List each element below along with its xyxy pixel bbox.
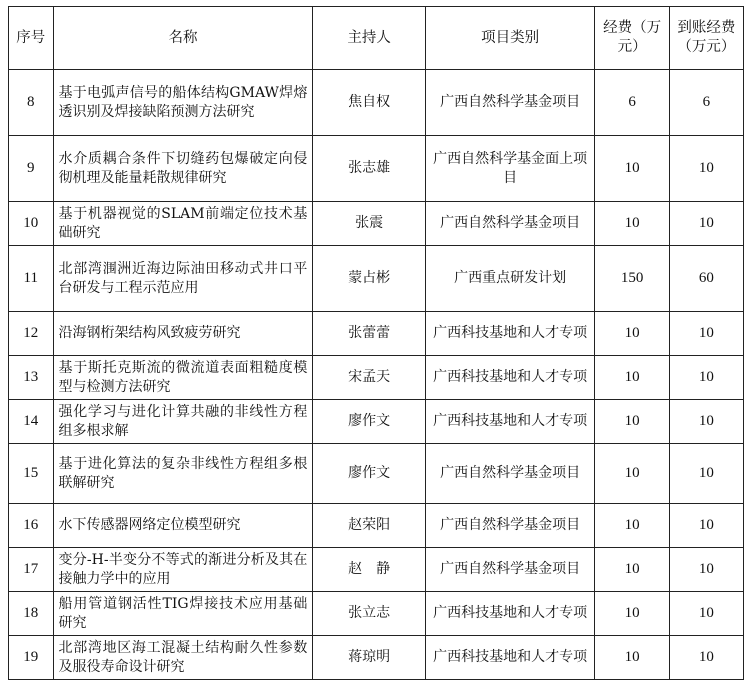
cell-no: 16 xyxy=(9,504,54,548)
cell-received: 10 xyxy=(669,356,743,400)
cell-received: 10 xyxy=(669,312,743,356)
header-name: 名称 xyxy=(53,7,313,70)
cell-no: 11 xyxy=(9,246,54,312)
cell-funding: 10 xyxy=(595,592,669,636)
cell-received: 10 xyxy=(669,592,743,636)
cell-no: 14 xyxy=(9,400,54,444)
cell-funding: 6 xyxy=(595,70,669,136)
cell-name: 变分-H-半变分不等式的渐进分析及其在接触力学中的应用 xyxy=(53,548,313,592)
cell-no: 9 xyxy=(9,136,54,202)
project-table xyxy=(8,6,744,680)
cell-funding: 10 xyxy=(595,202,669,246)
table-row xyxy=(9,444,744,504)
cell-category: 广西科技基地和人才专项 xyxy=(425,636,595,680)
cell-leader: 焦自权 xyxy=(313,70,425,136)
cell-name: 北部湾涠洲近海边际油田移动式井口平台研发与工程示范应用 xyxy=(53,246,313,312)
table-row xyxy=(9,202,744,246)
cell-leader: 廖作文 xyxy=(313,444,425,504)
cell-name: 强化学习与进化计算共融的非线性方程组多根求解 xyxy=(53,400,313,444)
cell-received: 10 xyxy=(669,202,743,246)
cell-funding: 10 xyxy=(595,400,669,444)
cell-funding: 10 xyxy=(595,356,669,400)
cell-leader: 张志雄 xyxy=(313,136,425,202)
cell-no: 8 xyxy=(9,70,54,136)
cell-name: 基于电弧声信号的船体结构GMAW焊熔透识别及焊接缺陷预测方法研究 xyxy=(53,70,313,136)
cell-name: 沿海钢桁架结构风致疲劳研究 xyxy=(53,312,313,356)
table-row xyxy=(9,136,744,202)
cell-leader: 张震 xyxy=(313,202,425,246)
cell-funding: 10 xyxy=(595,504,669,548)
cell-received: 60 xyxy=(669,246,743,312)
cell-name: 水介质耦合条件下切缝药包爆破定向侵彻机理及能量耗散规律研究 xyxy=(53,136,313,202)
table-row xyxy=(9,246,744,312)
header-no: 序号 xyxy=(9,7,54,70)
table-row xyxy=(9,592,744,636)
cell-funding: 10 xyxy=(595,636,669,680)
table-row xyxy=(9,70,744,136)
header-received: 到账经费（万元） xyxy=(669,7,743,70)
cell-no: 19 xyxy=(9,636,54,680)
cell-leader: 蒋琼明 xyxy=(313,636,425,680)
cell-leader: 赵 静 xyxy=(313,548,425,592)
header-category: 项目类别 xyxy=(425,7,595,70)
header-leader: 主持人 xyxy=(313,7,425,70)
cell-category: 广西自然科学基金项目 xyxy=(425,444,595,504)
table-row xyxy=(9,636,744,680)
cell-name: 基于斯托克斯流的微流道表面粗糙度模型与检测方法研究 xyxy=(53,356,313,400)
table-row xyxy=(9,356,744,400)
cell-received: 10 xyxy=(669,504,743,548)
table-header-row xyxy=(9,7,744,70)
cell-category: 广西自然科学基金项目 xyxy=(425,504,595,548)
cell-name: 基于机器视觉的SLAM前端定位技术基础研究 xyxy=(53,202,313,246)
cell-received: 10 xyxy=(669,400,743,444)
cell-no: 12 xyxy=(9,312,54,356)
cell-leader: 张立志 xyxy=(313,592,425,636)
cell-category: 广西自然科学基金项目 xyxy=(425,70,595,136)
cell-received: 10 xyxy=(669,636,743,680)
cell-funding: 10 xyxy=(595,444,669,504)
cell-leader: 蒙占彬 xyxy=(313,246,425,312)
cell-funding: 150 xyxy=(595,246,669,312)
cell-received: 10 xyxy=(669,136,743,202)
header-funding: 经费（万元） xyxy=(595,7,669,70)
cell-received: 10 xyxy=(669,444,743,504)
cell-category: 广西科技基地和人才专项 xyxy=(425,592,595,636)
cell-funding: 10 xyxy=(595,548,669,592)
cell-category: 广西科技基地和人才专项 xyxy=(425,356,595,400)
cell-name: 基于进化算法的复杂非线性方程组多根联解研究 xyxy=(53,444,313,504)
cell-funding: 10 xyxy=(595,312,669,356)
cell-received: 10 xyxy=(669,548,743,592)
cell-leader: 张蕾蕾 xyxy=(313,312,425,356)
table-row xyxy=(9,312,744,356)
cell-no: 13 xyxy=(9,356,54,400)
cell-category: 广西自然科学基金项目 xyxy=(425,202,595,246)
cell-name: 船用管道钢活性TIG焊接技术应用基础研究 xyxy=(53,592,313,636)
table-row xyxy=(9,504,744,548)
table-row xyxy=(9,548,744,592)
cell-category: 广西自然科学基金项目 xyxy=(425,548,595,592)
cell-no: 15 xyxy=(9,444,54,504)
cell-category: 广西科技基地和人才专项 xyxy=(425,312,595,356)
cell-no: 10 xyxy=(9,202,54,246)
cell-leader: 廖作文 xyxy=(313,400,425,444)
cell-category: 广西重点研发计划 xyxy=(425,246,595,312)
cell-no: 17 xyxy=(9,548,54,592)
cell-funding: 10 xyxy=(595,136,669,202)
cell-received: 6 xyxy=(669,70,743,136)
cell-name: 北部湾地区海工混凝土结构耐久性参数及服役寿命设计研究 xyxy=(53,636,313,680)
cell-category: 广西科技基地和人才专项 xyxy=(425,400,595,444)
table-row xyxy=(9,400,744,444)
cell-no: 18 xyxy=(9,592,54,636)
cell-leader: 宋孟天 xyxy=(313,356,425,400)
cell-category: 广西自然科学基金面上项目 xyxy=(425,136,595,202)
cell-leader: 赵荣阳 xyxy=(313,504,425,548)
cell-name: 水下传感器网络定位模型研究 xyxy=(53,504,313,548)
